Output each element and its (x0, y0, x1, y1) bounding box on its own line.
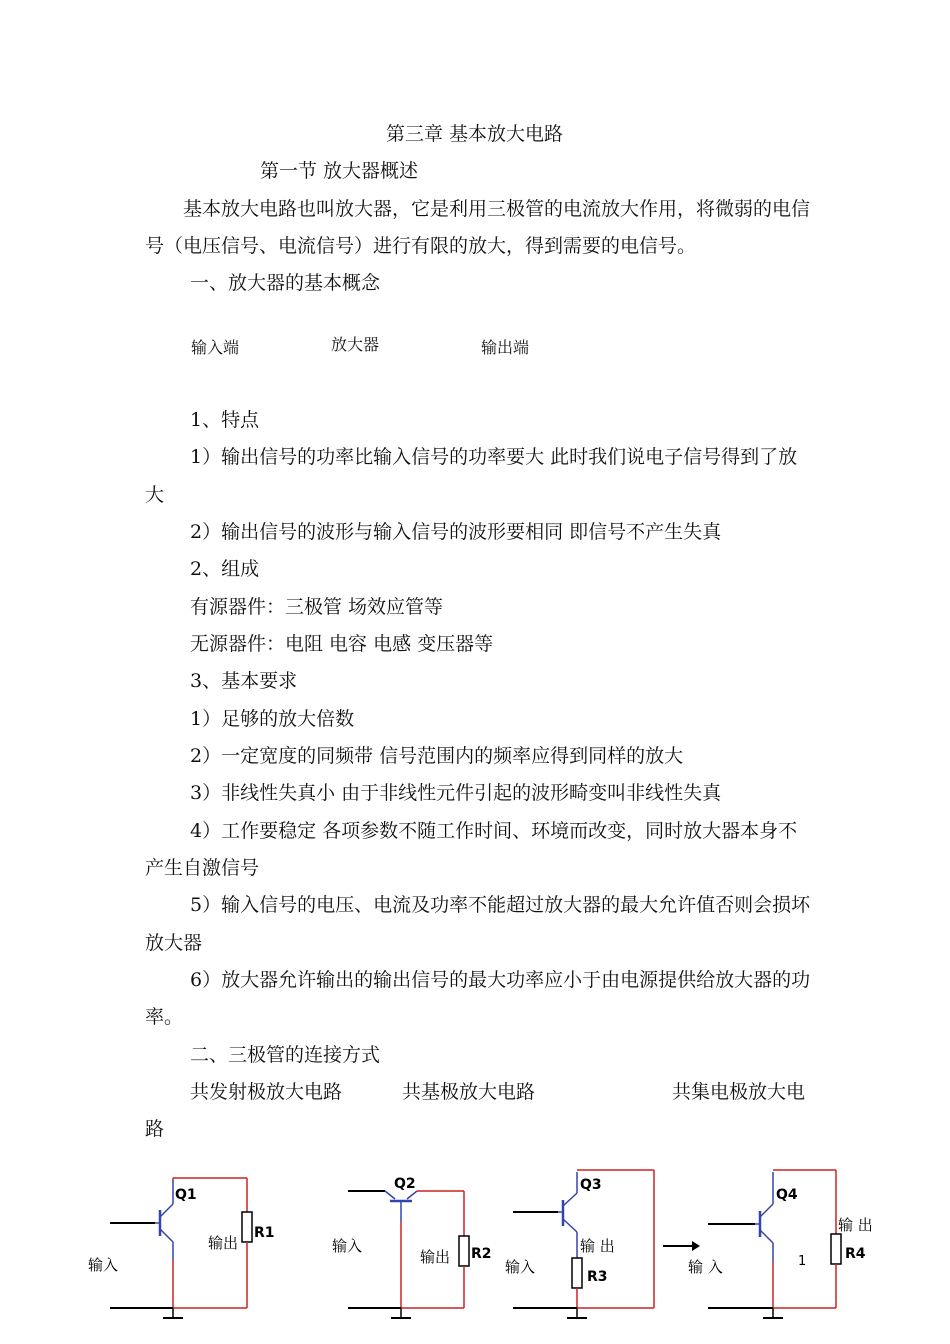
requirement-6: 6）放大器允许输出的输出信号的最大功率应小于由电源提供给放大器的功 (190, 969, 811, 991)
circuit1-output-label: 输出 (208, 1234, 239, 1252)
feature-item-1-cont: 大 (145, 484, 165, 506)
circuit-diagrams (0, 1150, 950, 1344)
requirement-4: 4）工作要稳定 各项参数不随工作时间、环境而改变，同时放大器本身不 (190, 820, 798, 842)
requirement-2: 2）一定宽度的同频带 信号范围内的频率应得到同样的放大 (190, 745, 684, 767)
block-output-label: 输出端 (481, 338, 530, 357)
requirement-1: 1）足够的放大倍数 (190, 708, 355, 730)
r2-resistor (459, 1236, 469, 1266)
composition-active: 有源器件：三极管 场效应管等 (190, 596, 444, 618)
requirements-heading: 3、基本要求 (190, 670, 298, 692)
requirement-3: 3）非线性失真小 由于非线性元件引起的波形畸变叫非线性失真 (190, 782, 722, 804)
q1-label: Q1 (175, 1187, 197, 1203)
circuit4-output-label: 输 出 (838, 1216, 873, 1234)
chapter-title: 第三章 基本放大电路 (386, 123, 564, 145)
arrow-icon (663, 1241, 700, 1251)
q4-label: Q4 (776, 1187, 798, 1203)
block-input-label: 输入端 (191, 338, 240, 357)
q3-label: Q3 (580, 1177, 602, 1193)
connection-cc-label-cont: 路 (145, 1118, 165, 1140)
circuit4-input-label: 输 入 (688, 1258, 723, 1276)
feature-item-2: 2）输出信号的波形与输入信号的波形要相同 即信号不产生失真 (190, 521, 722, 543)
circuit-common-collector-b (688, 1170, 873, 1318)
part2-heading: 二、三极管的连接方式 (190, 1044, 381, 1066)
block-amplifier-label: 放大器 (331, 335, 380, 354)
section-title: 第一节 放大器概述 (260, 160, 419, 182)
q2-label: Q2 (394, 1176, 416, 1192)
requirement-6-cont: 率。 (145, 1006, 184, 1028)
intro-line-1: 基本放大电路也叫放大器，它是利用三极管的电流放大作用，将微弱的电信 (183, 198, 811, 220)
circuit1-input-label: 输入 (88, 1256, 119, 1274)
circuit-common-base (332, 1176, 492, 1318)
connection-ce-label: 共发射极放大电路 (190, 1081, 343, 1103)
feature-item-1: 1）输出信号的功率比输入信号的功率要大 此时我们说电子信号得到了放 (190, 446, 798, 468)
circuit-common-collector-a (505, 1170, 654, 1318)
requirement-5-cont: 放大器 (145, 932, 203, 954)
requirement-5: 5）输入信号的电压、电流及功率不能超过放大器的最大允许值否则会损坏 (190, 894, 811, 916)
circuit2-output-label: 输出 (420, 1248, 451, 1266)
connection-cc-label: 共集电极放大电 (672, 1081, 806, 1103)
circuit-common-emitter (88, 1178, 275, 1318)
intro-line-2: 号（电压信号、电流信号）进行有限的放大，得到需要的电信号。 (145, 235, 697, 257)
composition-heading: 2、组成 (190, 558, 260, 580)
circuit2-input-label: 输入 (332, 1237, 363, 1255)
page-number: 1 (798, 1254, 807, 1269)
r1-resistor (242, 1212, 252, 1242)
circuit3-input-label: 输入 (505, 1258, 536, 1276)
r3-resistor (572, 1258, 582, 1288)
circuit3-output-label: 输 出 (580, 1237, 615, 1255)
r3-label: R3 (587, 1269, 608, 1285)
part1-heading: 一、放大器的基本概念 (190, 272, 381, 294)
r4-resistor (831, 1234, 841, 1264)
features-heading: 1、特点 (190, 409, 260, 431)
composition-passive: 无源器件：电阻 电容 电感 变压器等 (190, 633, 494, 655)
r1-label: R1 (254, 1225, 275, 1241)
connection-cb-label: 共基极放大电路 (402, 1081, 536, 1103)
requirement-4-cont: 产生自激信号 (145, 857, 260, 879)
r4-label: R4 (845, 1246, 866, 1262)
r2-label: R2 (471, 1246, 492, 1262)
